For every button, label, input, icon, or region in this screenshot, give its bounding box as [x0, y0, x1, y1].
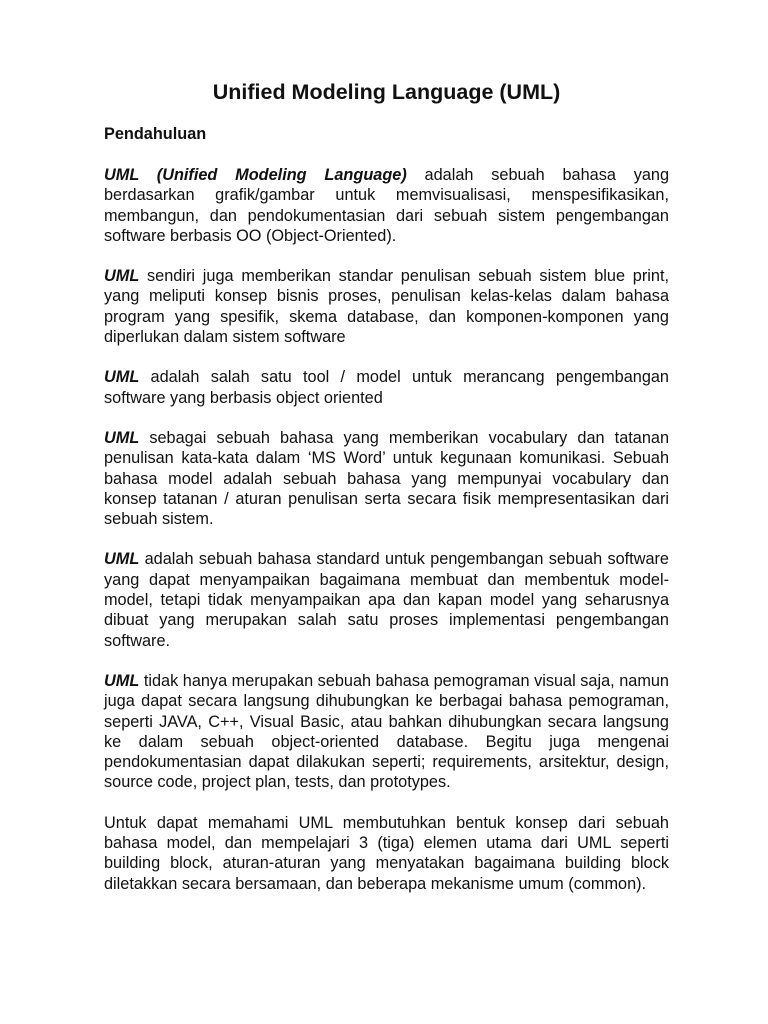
paragraph-7: [104, 813, 669, 894]
paragraph-4: [104, 428, 669, 529]
paragraph-text: adalah sebuah bahasa yang berdasarkan grafik/gambar untuk memvisualisasi, menspesifikasikan, membangun, dan pendokumentasian dari sebuah sistem pengembangan software berbasis OO (Object-Oriented).: [104, 166, 669, 245]
paragraph-text: sebagai sebuah bahasa yang memberikan vocabulary dan tatanan penulisan kata-kata dalam ‘MS Word’ untuk kegunaan komunikasi. Sebuah bahasa model adalah sebuah bahasa yang mempunyai vocabulary dan konsep tatanan / aturan penulisan serta secara fisik mempresentasikan dari sebuah sistem.: [104, 428, 669, 529]
paragraph-3: [104, 367, 669, 408]
paragraph-6: [104, 671, 669, 793]
document-title: Unified Modeling Language (UML): [212, 80, 561, 104]
paragraph-text: sendiri juga memberikan standar penulisan sebuah sistem blue print, yang meliputi konsep bisnis proses, penulisan kelas-kelas dalam bahasa program yang spesifik, skema database, dan komponen-komponen yang diperlukan dalam sistem software: [104, 267, 669, 347]
paragraph-lead: UML: [104, 550, 140, 569]
paragraph-lead: UML (Unified Modeling Language): [104, 166, 407, 184]
paragraph-text: adalah sebuah bahasa standard untuk pengembangan sebuah software yang dapat menyampaikan bagaimana membuat dan membentuk model-model, tetapi tidak menyampaikan apa dan kapan model yang seharusnya dibuat yang merupakan salah satu proses implementasi pengembangan software.: [104, 550, 669, 650]
paragraph-text: Untuk dapat memahami UML membutuhkan bentuk konsep dari sebuah bahasa model, dan mempelajari 3 (tiga) elemen utama dari UML seperti building block, aturan-aturan yang menyatakan bagaimana building block diletakkan secara bersamaan, dan beberapa mekanisme umum (common).: [104, 813, 669, 893]
paragraph-2: [104, 266, 669, 347]
paragraph-lead: UML: [104, 267, 140, 286]
paragraph-5: [104, 549, 669, 650]
section-heading: Pendahuluan: [104, 125, 207, 143]
paragraph-text: adalah salah satu tool / model untuk merancang pengembangan software yang berbasis object oriented: [104, 368, 669, 407]
paragraph-1: [104, 165, 669, 246]
paragraph-lead: UML: [104, 428, 140, 447]
paragraph-text: tidak hanya merupakan sebuah bahasa pemograman visual saja, namun juga dapat secara langsung dihubungkan ke berbagai bahasa pemograman, seperti JAVA, C++, Visual Basic, atau bahkan dihubungkan secara langsung ke dalam sebuah object-oriented database. Begitu juga mengenai pendokumentasian dapat dilakukan seperti; requirements, arsitektur, design, source code, project plan, tests, dan prototypes.: [104, 671, 669, 792]
paragraph-lead: UML: [104, 368, 140, 387]
paragraph-lead: UML: [104, 671, 140, 690]
